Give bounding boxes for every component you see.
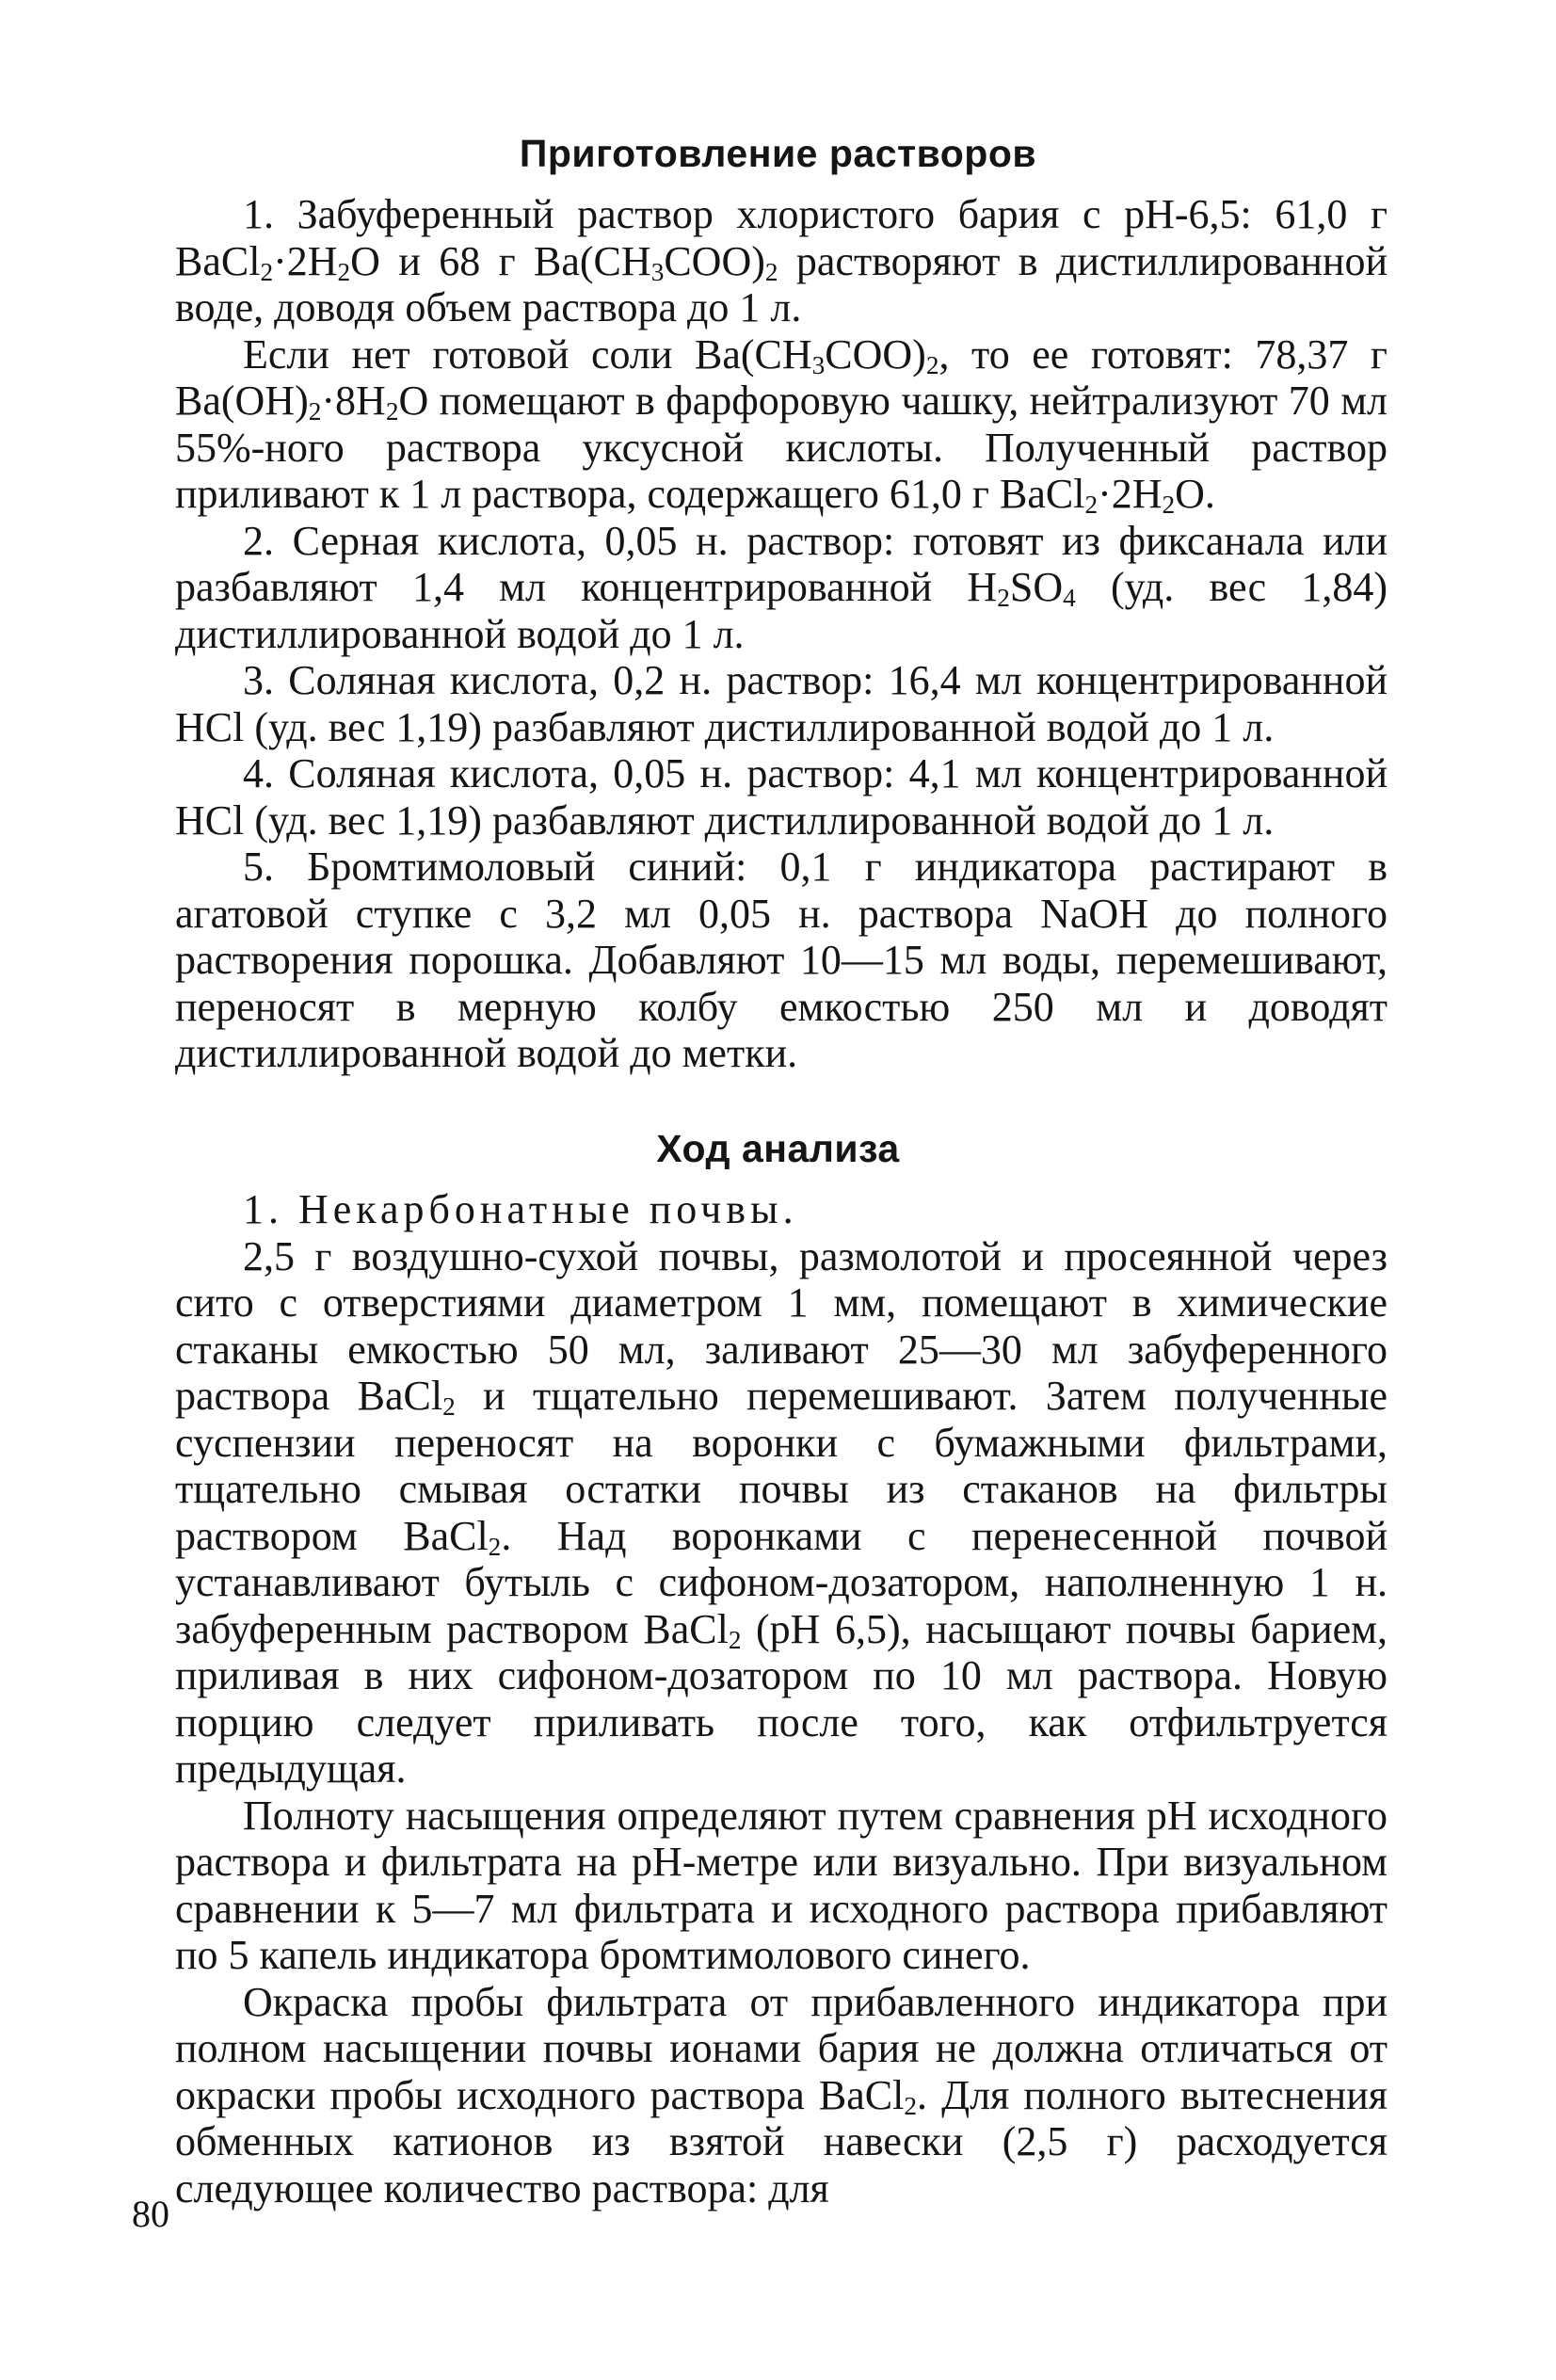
paragraph: Полноту насыщения определяют путем сравнения pH исходного раствора и фильтрата на pH-метре или визуально. При визуальном сравнении к 5—7 мл фильтрата и исходного раствора прибавляют по 5 капель индикатора бромтимолового синего. [175, 1792, 1388, 1978]
page-number: 80 [132, 2193, 169, 2235]
paragraph: 2. Серная кислота, 0,05 н. раствор: готовят из фиксанала или разбавляют 1,4 мл концентрированной $H_2SO_4$ (уд. вес 1,84) дистиллированной водой до 1 л. [175, 517, 1388, 657]
subheading-noncarbonate: 1. Некарбонатные почвы. [243, 1186, 798, 1232]
section-body-analysis [175, 1186, 1388, 2211]
section-heading-preparation: Приготовление растворов [519, 132, 1037, 175]
paragraph: 2,5 г воздушно-сухой почвы, размолотой и просеянной через сито с отверстиями диаметром 1 мм, помещают в химические стаканы емкостью 50 мл, заливают 25—30 мл забуференного раствора BaCl$_2$ и тщательно перемешивают. Затем полученные суспензии переносят на воронки с бумажными фильтрами, тщательно смывая остатки почвы из стаканов на фильтры раствором BaCl$_2$. Над воронками с перенесенной почвой устанавливают бутыль с сифоном-дозатором, наполненную 1 н. забуференным раствором BaCl$_2$ (pH 6,5), насыщают почвы барием, приливая в них сифоном-дозатором по 10 мл раствора. Новую порцию следует приливать после того, как отфильтруется предыдущая. [175, 1232, 1388, 1792]
paragraph: Если нет готовой соли $Ba(CH_3COO)_2$, то ее готовят: 78,37 г $Ba(OH)_2\cdot 8H_2O$ помещают в фарфоровую чашку, нейтрализуют 70 мл 55%-ного раствора уксусной кислоты. Полученный раствор приливают к 1 л раствора, содержащего 61,0 г $BaCl_2\cdot 2H_2O$. [175, 330, 1388, 519]
paragraph: 5. Бромтимоловый синий: 0,1 г индикатора растирают в агатовой ступке с 3,2 мл 0,05 н. раствора NaOH до полного растворения порошка. Добавляют 10—15 мл воды, перемешивают, переносят в мерную колбу емкостью 250 мл и доводят дистиллированной водой до метки. [175, 844, 1388, 1076]
paragraph: 3. Соляная кислота, 0,2 н. раствор: 16,4 мл концентрированной HCl (уд. вес 1,19) разбавляют дистиллированной водой до 1 л. [175, 657, 1388, 750]
paragraph: 1. Забуференный раствор хлористого бария с pH-6,5: 61,0 г $BaCl_2\cdot 2H_2O$ и 68 г $Ba(CH_3COO)_2$ растворяют в дистиллированной воде, доводя объем раствора до 1 л. [175, 191, 1388, 330]
paragraph: Окраска пробы фильтрата от прибавленного индикатора при полном насыщении почвы ионами бария не должна отличаться от окраски пробы исходного раствора BaCl$_2$. Для полного вытеснения обменных катионов из взятой навески (2,5 г) расходуется следующее количество раствора: для [175, 1978, 1388, 2211]
paragraph: 4. Соляная кислота, 0,05 н. раствор: 4,1 мл концентрированной HCl (уд. вес 1,19) разбавляют дистиллированной водой до 1 л. [175, 750, 1388, 844]
section-heading-analysis: Ход анализа [656, 1127, 900, 1170]
section-body-preparation [175, 191, 1388, 1077]
